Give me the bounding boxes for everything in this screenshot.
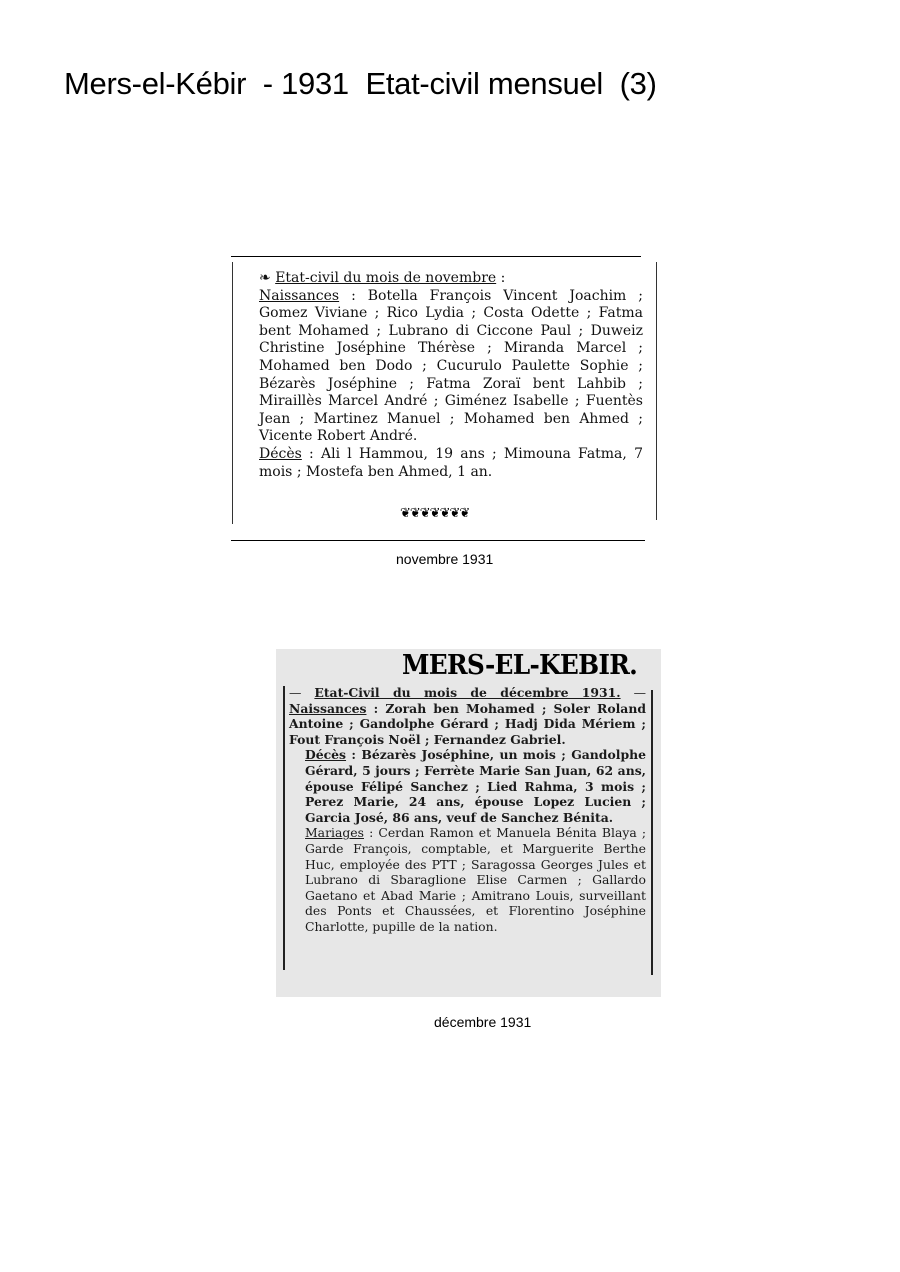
newspaper-clipping-december <box>289 685 646 935</box>
deaths-label: Décès <box>305 747 347 763</box>
deaths-paragraph <box>289 747 646 825</box>
deaths-label: Décès <box>259 445 302 462</box>
births-text: : Zorah ben Mohamed ; Soler Roland Antoine ; Gandolphe Gérard ; Hadj Dida Mériem ; Fout François Noël ; Fernandez Gabriel. <box>289 700 646 747</box>
clipping-caption-november: novembre 1931 <box>396 551 494 567</box>
ornament-divider: ❦❦❦❦❦❦❦ <box>400 506 470 521</box>
clipping-bottom-rule <box>231 540 645 541</box>
clipping-right-margin-bar <box>656 262 657 520</box>
deaths-text: : Bézarès Joséphine, un mois ; Gandolphe Gérard, 5 jours ; Ferrète Marie San Juan, 62 ans, épouse Félipé Sanchez ; Lied Rahma, 3 mois ; Perez Marie, 24 ans, épouse Lopez Lucien ; Garcia José, 86 ans, veuf de Sanchez Bénita. <box>305 747 646 825</box>
fleuron-icon: ❧ <box>259 270 271 286</box>
marriages-text: : Cerdan Ramon et Manuela Bénita Blaya ; Garde François, comptable, et Marguerite Berthe Huc, employée des PTT ; Saragossa Georges Jules et Lubrano di Sbaraglione Elise Carmen ; Gallardo Gaetano et Abad Marie ; Amitrano Louis, surveillant des Ponts et Chaussées, et Florentino Joséphine Charlotte, pupille de la nation. <box>305 825 646 934</box>
births-label: Naissances <box>289 700 367 716</box>
newspaper-clipping-november <box>241 270 643 481</box>
deaths-paragraph <box>241 446 643 481</box>
clipping-right-margin-bar <box>651 690 653 975</box>
births-text: : Botella François Vincent Joachim ; Gomez Viviane ; Rico Lydia ; Costa Odette ; Fatma bent Mohamed ; Lubrano di Ciccone Paul ; Duweiz Christine Joséphine Thérèse ; Miranda Marcel ; Mohamed ben Dodo ; Cucurulo Paulette Sophie ; Bézarès Joséphine ; Fatma Zoraï bent Lahbib ; Miraillès Marcel André ; Giménez Isabelle ; Fuentès Jean ; Martinez Manuel ; Mohamed ben Ahmed ; Vicente Robert André. <box>259 287 643 445</box>
births-label: Naissances <box>259 287 340 304</box>
clipping-heading: — Etat-Civil du mois de décembre 1931. — Naissances : Zorah ben Mohamed ; Soler Roland Antoine ; Gandolphe Gérard ; Hadj Dida Mériem ; Fout François Noël ; Fernandez Gabriel. <box>289 685 646 747</box>
clipping-left-margin-bar <box>232 262 233 524</box>
heading-text: Etat-civil du mois de novembre <box>275 270 497 286</box>
clipping-caption-december: décembre 1931 <box>434 1014 532 1030</box>
clipping-heading: ❧ Etat-civil du mois de novembre : <box>259 270 506 286</box>
births-paragraph <box>241 288 643 446</box>
marriages-paragraph <box>289 825 646 934</box>
clipping-left-margin-bar <box>283 686 285 970</box>
heading-text: Etat-Civil du mois de décembre 1931. <box>314 685 621 700</box>
deaths-text: : Ali l Hammou, 19 ans ; Mimouna Fatma, 7 mois ; Mostefa ben Ahmed, 1 an. <box>259 445 643 480</box>
page-title: Mers-el-Kébir - 1931 Etat-civil mensuel (3) <box>64 66 657 101</box>
marriages-label: Mariages <box>305 825 364 841</box>
clipping-top-rule <box>231 256 641 257</box>
clipping-masthead: MERS-EL-KEBIR. <box>402 650 638 681</box>
